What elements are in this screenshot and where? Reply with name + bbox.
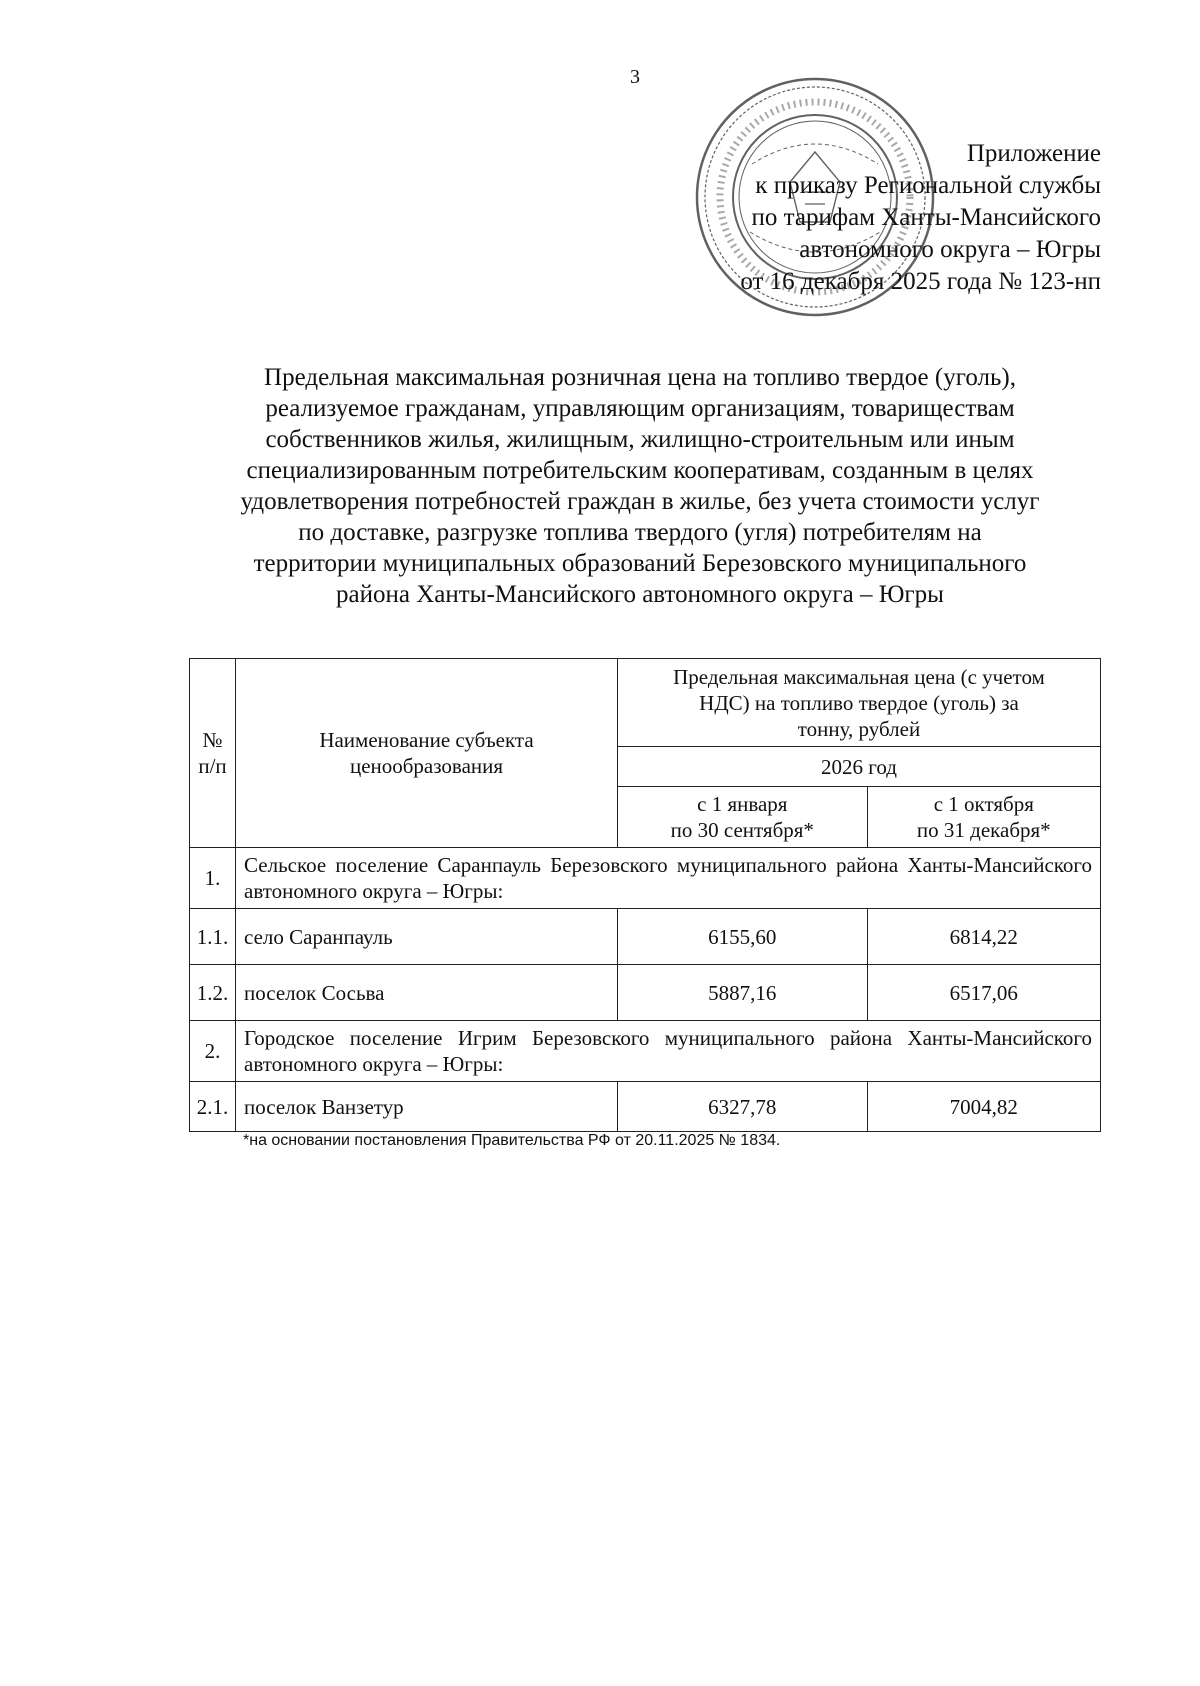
- row-value-period-1: 6327,78: [618, 1082, 868, 1132]
- header-no-line: №: [202, 728, 223, 752]
- header-period-line: по 30 сентября*: [670, 818, 814, 842]
- header-price-line: Предельная максимальная цена (с учетом: [673, 664, 1045, 689]
- table-row: [190, 965, 1101, 1021]
- row-group-name: Городское поселение Игрим Березовского муниципального района Ханты-Мансийского автономного округа – Югры:: [236, 1021, 1101, 1082]
- header-name-line: Наименование субъекта: [319, 728, 534, 752]
- row-value-period-1: 6155,60: [618, 909, 868, 965]
- row-value-period-2: 7004,82: [867, 1082, 1100, 1132]
- page-number: 3: [630, 66, 640, 88]
- title-line: по доставке, разгрузке топлива твердого (угля) потребителям на: [298, 519, 982, 546]
- title-line: удовлетворения потребностей граждан в жилье, без учета стоимости услуг: [240, 488, 1040, 515]
- title-line: территории муниципальных образований Березовского муниципального: [253, 550, 1027, 577]
- row-number: 2.: [190, 1021, 236, 1082]
- appendix-line: автономного округа – Югры: [799, 236, 1101, 263]
- appendix-line: Приложение: [966, 140, 1101, 167]
- header-period-2: [867, 787, 1100, 848]
- row-value-period-1: 5887,16: [618, 965, 868, 1021]
- header-period-1: [618, 787, 868, 848]
- title-line: реализуемое гражданам, управляющим организациям, товариществам: [265, 395, 1015, 422]
- title-line: специализированным потребительским кооперативам, созданным в целях: [246, 457, 1034, 484]
- header-row: [190, 659, 1101, 747]
- table-row: [190, 848, 1101, 909]
- title-line: района Ханты-Мансийского автономного округа – Югры: [336, 581, 944, 608]
- row-name: поселок Ванзетур: [236, 1082, 618, 1132]
- row-number: 2.1.: [190, 1082, 236, 1132]
- header-name-line: ценообразования: [349, 754, 504, 778]
- table-row: [190, 909, 1101, 965]
- appendix-line: к приказу Региональной службы: [755, 172, 1101, 199]
- appendix-line: от 16 декабря 2025 года № 123-нп: [740, 268, 1101, 295]
- appendix-line: по тарифам Ханты-Мансийского: [751, 204, 1101, 231]
- document-title: [170, 362, 1110, 610]
- header-price-line: НДС) на топливо твердое (уголь) за: [699, 690, 1019, 715]
- header-price: [618, 659, 1101, 747]
- header-period-line: по 31 декабря*: [916, 818, 1051, 842]
- header-no: [190, 659, 236, 848]
- row-name: поселок Сосьва: [236, 965, 618, 1021]
- title-line: Предельная максимальная розничная цена на топливо твердое (уголь),: [264, 364, 1016, 391]
- header-price-line: тонну, рублей: [797, 716, 921, 741]
- table-row: [190, 1021, 1101, 1082]
- header-period-line: с 1 января: [697, 792, 788, 816]
- row-number: 1.2.: [190, 965, 236, 1021]
- appendix-block: [740, 138, 1101, 298]
- header-no-line: п/п: [198, 754, 227, 778]
- row-value-period-2: 6814,22: [867, 909, 1100, 965]
- header-period-line: с 1 октября: [933, 792, 1034, 816]
- header-name: [236, 659, 618, 848]
- row-number: 1.: [190, 848, 236, 909]
- title-line: собственников жилья, жилищным, жилищно-строительным или иным: [265, 426, 1015, 453]
- row-value-period-2: 6517,06: [867, 965, 1100, 1021]
- header-year: 2026 год: [618, 747, 1101, 787]
- row-number: 1.1.: [190, 909, 236, 965]
- row-group-name: Сельское поселение Саранпауль Березовского муниципального района Ханты-Мансийского автономного округа – Югры:: [236, 848, 1101, 909]
- footnote: *на основании постановления Правительства РФ от 20.11.2025 № 1834.: [243, 1132, 781, 1149]
- table-row: [190, 1082, 1101, 1132]
- price-table: [189, 658, 1101, 1132]
- row-name: село Саранпауль: [236, 909, 618, 965]
